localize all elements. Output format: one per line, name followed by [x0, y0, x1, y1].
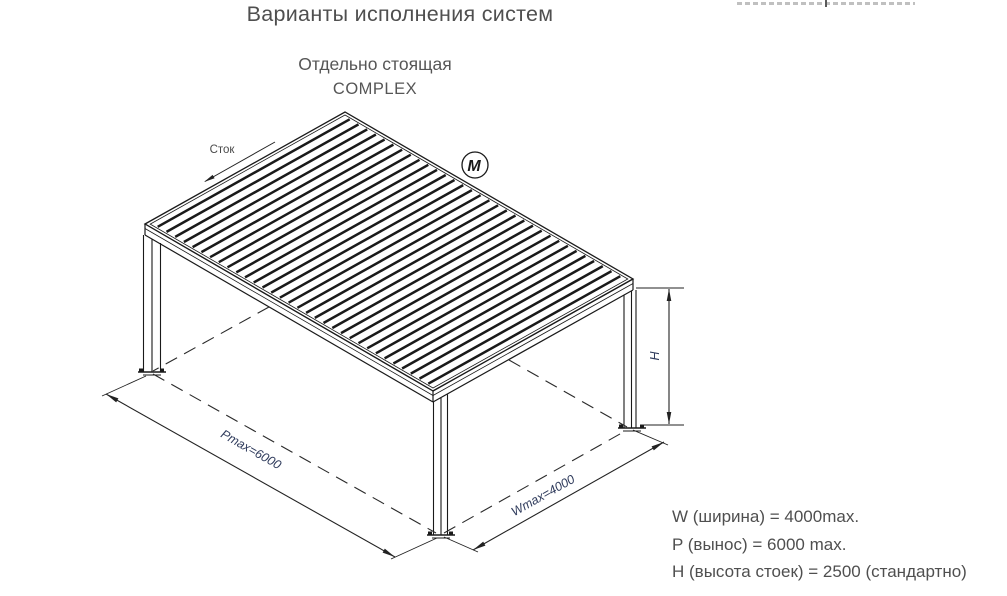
dimension-p-label: Pmax=6000	[218, 426, 284, 473]
dimension-w-label: Wmax=4000	[508, 472, 578, 519]
post-right	[618, 290, 646, 431]
spec-width-line: W (ширина) = 4000max.	[672, 507, 860, 526]
dimension-height	[636, 288, 684, 425]
arrowhead	[667, 289, 672, 301]
drain-label: Сток	[209, 144, 235, 156]
dimension-width	[444, 430, 668, 552]
dimension-h-label: H	[648, 351, 662, 361]
clipped-header-text-fragment	[737, 0, 915, 7]
spec-projection-line: P (вынос) = 6000 max.	[672, 534, 847, 554]
arrowhead	[383, 549, 395, 557]
dimension-projection	[102, 376, 437, 559]
specs-block	[672, 503, 967, 586]
variant-model: COMPLEX	[332, 80, 418, 98]
post-left	[138, 235, 166, 375]
variant-name: Отдельно стоящая	[298, 54, 452, 74]
arrowhead	[106, 394, 118, 402]
motor-symbol	[462, 152, 488, 178]
post-front	[427, 395, 455, 539]
spec-height-line: H (высота стоек) = 2500 (стандартно)	[672, 562, 967, 581]
page-title: Варианты исполнения систем	[246, 2, 554, 26]
variant-subtitle	[245, 52, 505, 102]
arrowhead	[473, 542, 485, 550]
arrowhead	[667, 412, 672, 424]
clipped-text-separator	[825, 0, 827, 7]
arrowhead	[652, 442, 664, 450]
arrowhead	[204, 175, 215, 182]
motor-letter: M	[467, 158, 481, 175]
